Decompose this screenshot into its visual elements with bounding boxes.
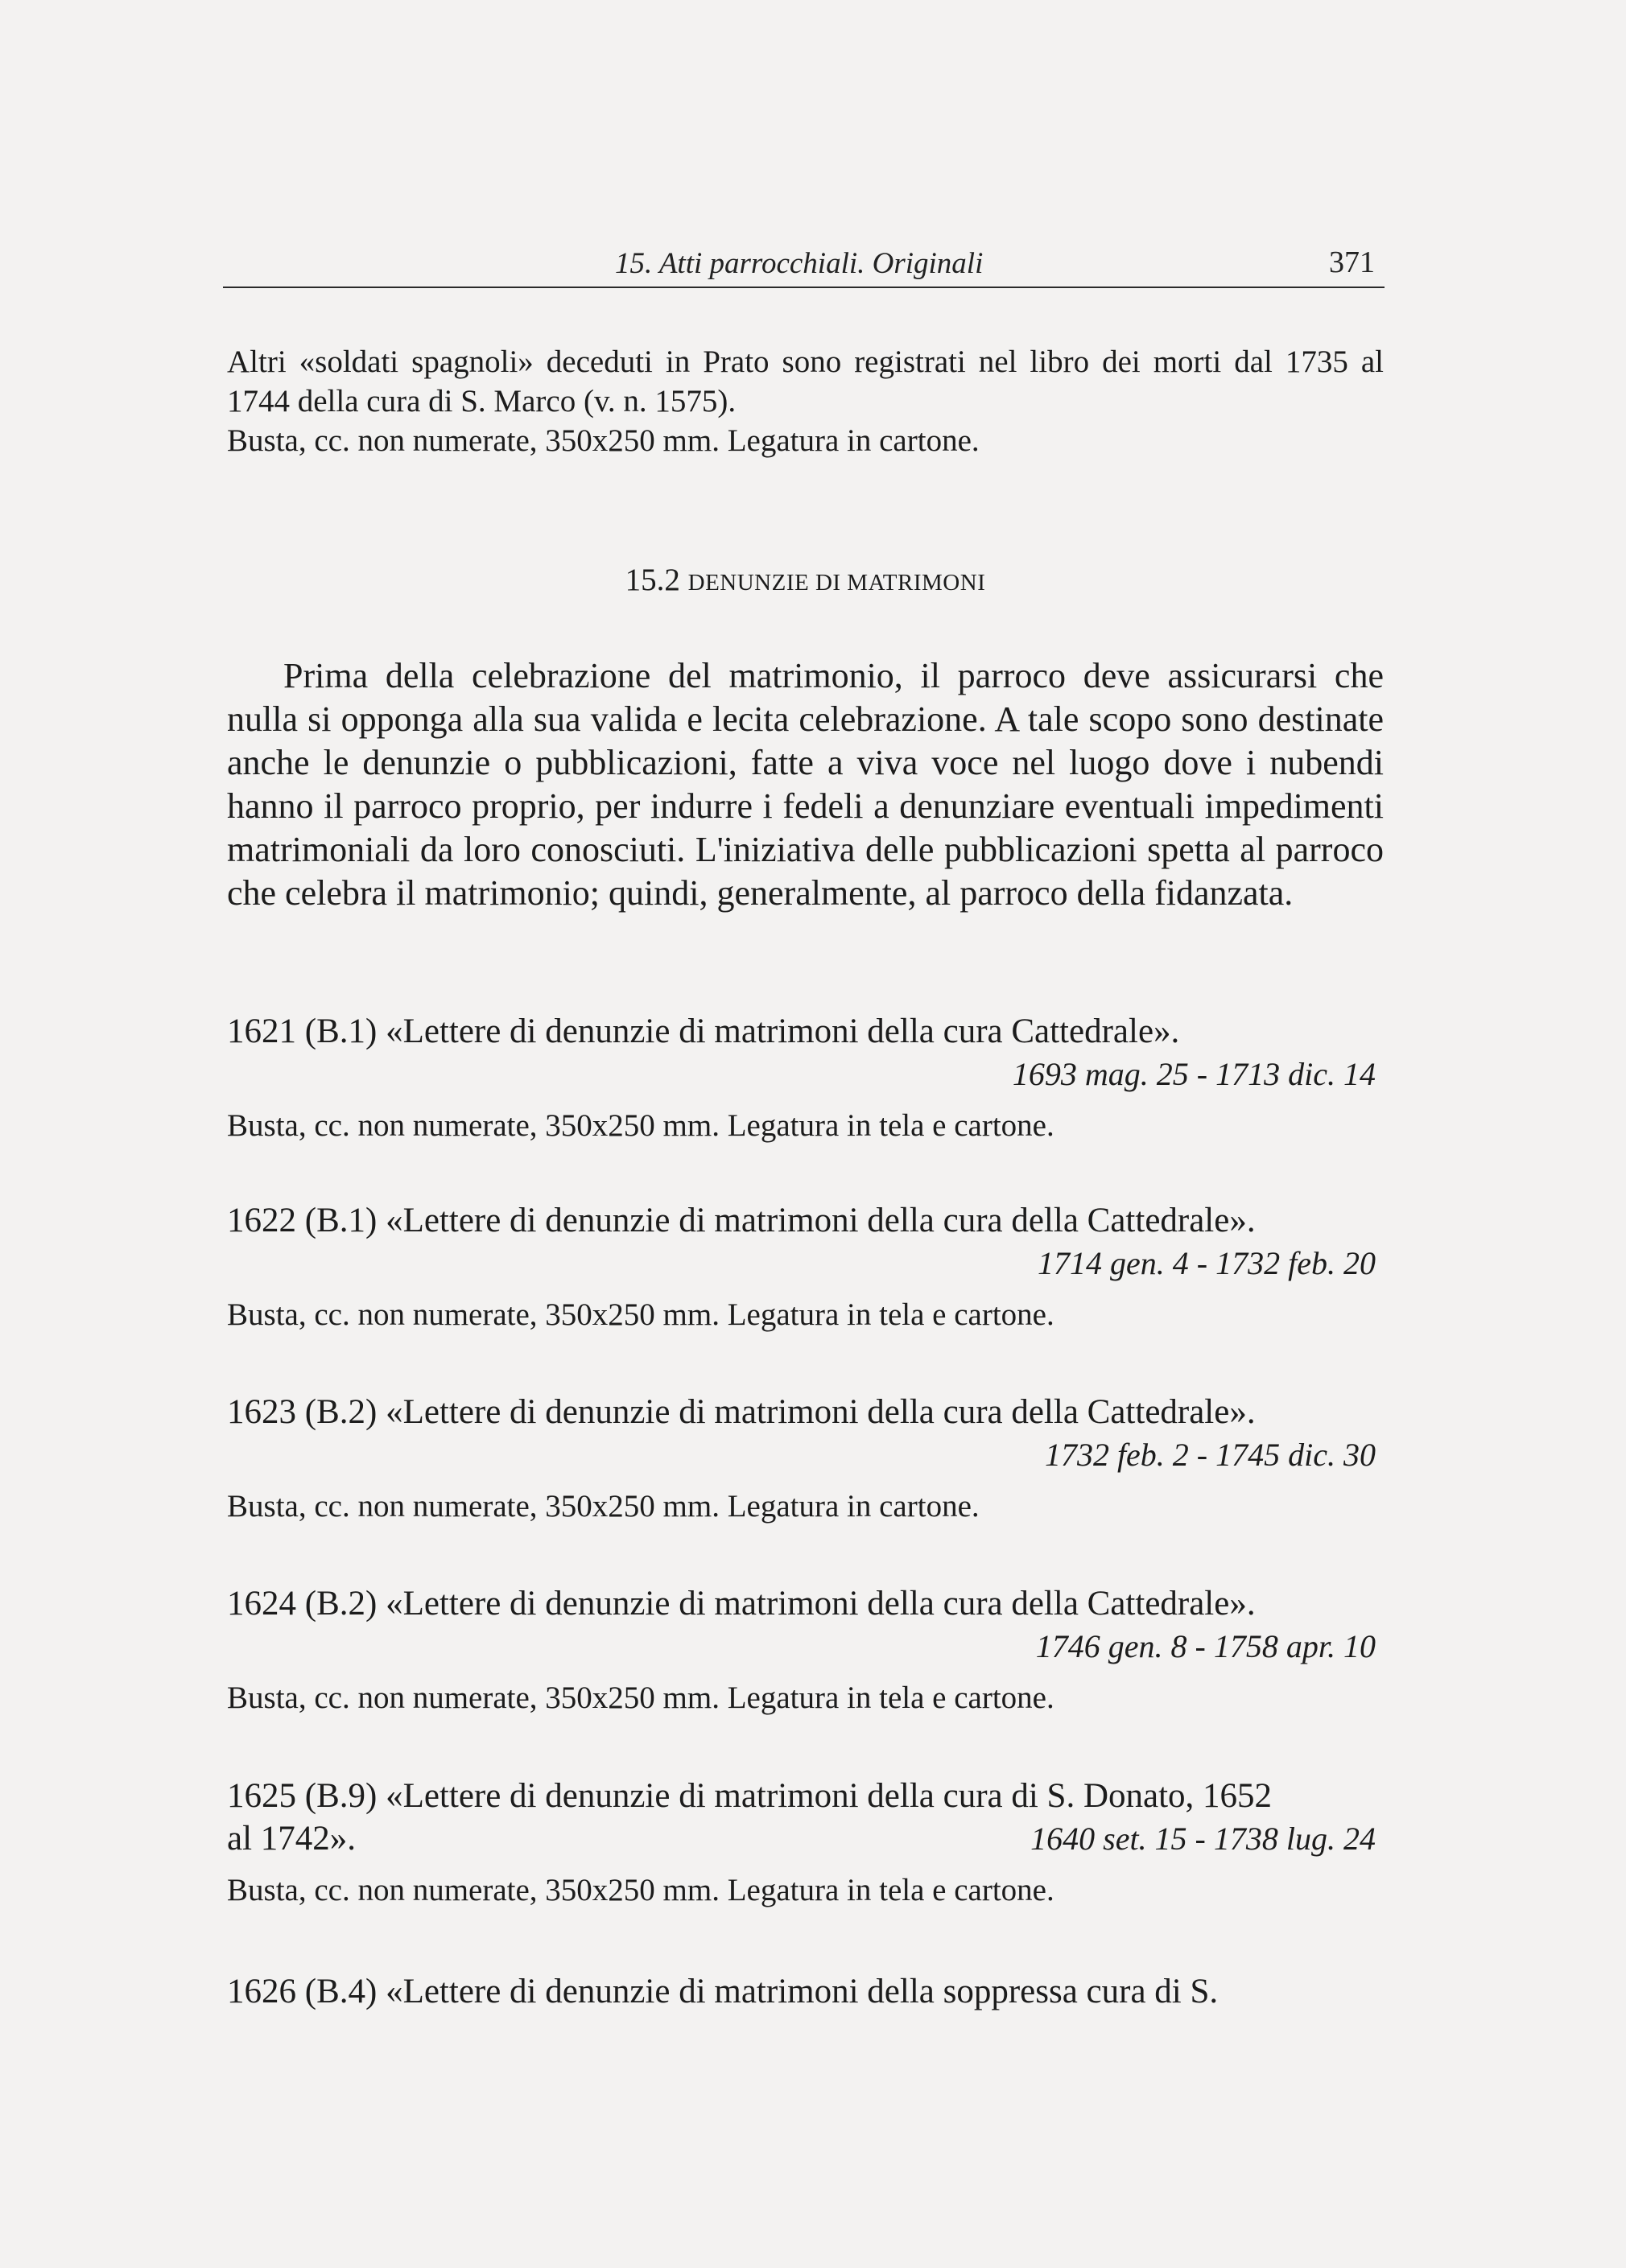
entry-description: Busta, cc. non numerate, 350x250 mm. Legatura in tela e cartone. bbox=[227, 1108, 1054, 1143]
note-block bbox=[227, 342, 1384, 460]
entry-title: 1624 (B.2) «Lettere di denunzie di matrimoni della cura della Cattedrale». bbox=[227, 1585, 1256, 1623]
entry-description: Busta, cc. non numerate, 350x250 mm. Legatura in cartone. bbox=[227, 1489, 980, 1524]
page-number: 371 bbox=[1329, 245, 1375, 279]
intro-paragraph: Prima della celebrazione del matrimonio, il parroco deve assicurarsi che nulla si opponga alla sua valida e lecita celebrazione. A tale scopo sono destinate anche le denunzie o pubblicazioni, fatte a viva voce nel luogo dove i nubendi hanno il parroco proprio, per indurre i fedeli a denunziare eventuali impedimenti matrimoniali da loro conosciuti. L'iniziativa delle pubblicazioni spetta al parroco che celebra il matrimonio; quindi, generalmente, al parroco della fidanzata. bbox=[227, 656, 1384, 913]
entry-1626 bbox=[227, 1970, 1384, 2013]
section-heading bbox=[227, 562, 1384, 598]
note-description: Busta, cc. non numerate, 350x250 mm. Legatura in cartone. bbox=[227, 423, 980, 458]
entry-description: Busta, cc. non numerate, 350x250 mm. Legatura in tela e cartone. bbox=[227, 1680, 1054, 1715]
entry-date: 1693 mag. 25 - 1713 dic. 14 bbox=[1012, 1056, 1376, 1092]
entry-title-end: al 1742». bbox=[227, 1820, 357, 1858]
entry-description: Busta, cc. non numerate, 350x250 mm. Legatura in tela e cartone. bbox=[227, 1297, 1054, 1332]
entry-1622 bbox=[227, 1199, 1384, 1334]
running-head: 15. Atti parrocchiali. Originali bbox=[615, 247, 984, 280]
entry-date: 1640 set. 15 - 1738 lug. 24 bbox=[1030, 1821, 1376, 1857]
entry-1625 bbox=[227, 1775, 1384, 1910]
entry-1624 bbox=[227, 1582, 1384, 1717]
entry-title: 1626 (B.4) «Lettere di denunzie di matrimoni della soppressa cura di S. bbox=[227, 1973, 1219, 2010]
page-header bbox=[223, 241, 1385, 288]
section-title: DENUNZIE DI MATRIMONI bbox=[687, 570, 986, 596]
entry-title: 1623 (B.2) «Lettere di denunzie di matrimoni della cura della Cattedrale». bbox=[227, 1393, 1256, 1431]
note-text: Altri «soldati spagnoli» deceduti in Prato sono registrati nel libro dei morti dal 1735 al 1744 della cura di S. Marco (v. n. 1575). bbox=[227, 344, 1384, 419]
entry-title: 1622 (B.1) «Lettere di denunzie di matrimoni della cura della Cattedrale». bbox=[227, 1202, 1256, 1239]
entry-date: 1732 feb. 2 - 1745 dic. 30 bbox=[1044, 1437, 1376, 1473]
section-number: 15.2 bbox=[625, 563, 680, 597]
entry-date: 1746 gen. 8 - 1758 apr. 10 bbox=[1035, 1628, 1376, 1664]
entry-date: 1714 gen. 4 - 1732 feb. 20 bbox=[1038, 1245, 1376, 1281]
entry-description: Busta, cc. non numerate, 350x250 mm. Legatura in tela e cartone. bbox=[227, 1873, 1054, 1907]
entry-1621 bbox=[227, 1010, 1384, 1145]
entry-1623 bbox=[227, 1391, 1384, 1526]
entry-title-continued bbox=[227, 1817, 1384, 1860]
entry-title: 1625 (B.9) «Lettere di denunzie di matrimoni della cura di S. Donato, 1652 bbox=[227, 1777, 1273, 1815]
entry-title: 1621 (B.1) «Lettere di denunzie di matrimoni della cura Cattedrale». bbox=[227, 1012, 1180, 1050]
